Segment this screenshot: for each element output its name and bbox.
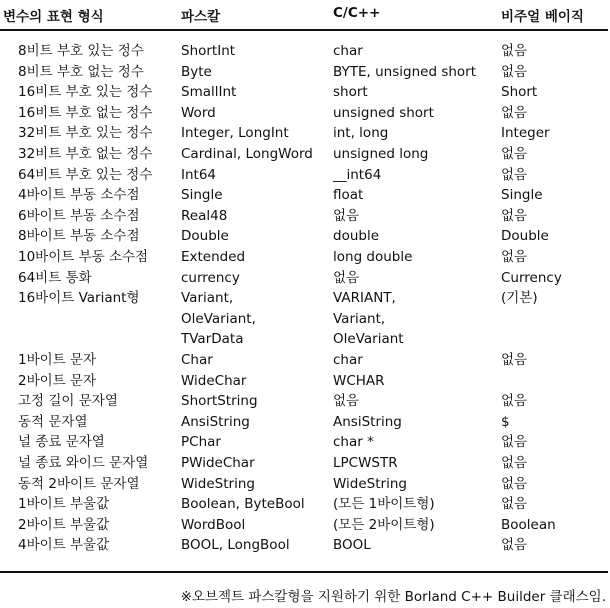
- cell-cpp: [333, 432, 374, 453]
- cell-cpp: [333, 165, 381, 186]
- cell-vb: [501, 165, 527, 186]
- cell-cpp: [333, 247, 412, 268]
- cell-pascal: [181, 494, 305, 515]
- cell-vb-line: 없음: [501, 146, 528, 162]
- cell-cpp: [333, 453, 398, 474]
- cell-pascal-line: WideChar: [181, 372, 247, 389]
- cell-vb-line: Currency: [501, 269, 562, 286]
- cell-pascal-line: SmallInt: [181, 84, 237, 101]
- cell-pascal: [181, 474, 255, 495]
- cell-pascal-line: PChar: [181, 434, 221, 451]
- cell-type: 동적 문자열: [18, 413, 88, 430]
- cell-type: 동적 2바이트 문자열: [18, 475, 140, 492]
- cell-pascal-line: BOOL, LongBool: [181, 537, 290, 554]
- cell-pascal: [181, 41, 235, 62]
- cell-type: 2바이트 부울값: [18, 516, 110, 533]
- cell-cpp: [333, 391, 359, 412]
- cell-vb-line: Double: [501, 228, 549, 245]
- cell-cpp: [333, 226, 379, 247]
- cell-cpp-line: 없음: [333, 269, 360, 286]
- cell-pascal-line: AnsiString: [181, 413, 250, 430]
- cell-cpp-line: __int64: [333, 166, 382, 183]
- cell-cpp-line: WideString: [333, 475, 407, 492]
- cell-cpp-line: (모든 2바이트형): [333, 516, 435, 533]
- cell-cpp-line: char: [333, 43, 363, 59]
- cell-type: 4바이트 부동 소수점: [18, 187, 140, 204]
- cell-cpp: [333, 103, 434, 124]
- cell-cpp-line: BYTE, unsigned short: [333, 63, 477, 80]
- cell-pascal-line: Extended: [181, 249, 246, 265]
- cell-vb: [501, 144, 527, 165]
- cell-pascal: [181, 103, 216, 124]
- cell-type: 32비트 부호 없는 정수: [18, 146, 153, 162]
- cell-pascal-line: Byte: [181, 63, 212, 80]
- cell-cpp-line: float: [333, 187, 364, 204]
- cell-cpp-line: double: [333, 228, 380, 245]
- cell-pascal-line: Boolean, ByteBool: [181, 496, 305, 513]
- cell-cpp: [333, 268, 359, 289]
- cell-cpp: [333, 82, 368, 103]
- cell-cpp-line: OleVariant: [333, 331, 404, 348]
- cell-cpp: [333, 371, 385, 392]
- cell-cpp-line: BOOL: [333, 537, 371, 554]
- cell-pascal-line: TVarData: [181, 331, 244, 348]
- cell-type: 64비트 부호 있는 정수: [18, 166, 153, 183]
- cell-vb: [501, 41, 527, 62]
- cell-type: 고정 길이 문자열: [18, 393, 118, 410]
- cell-type: 32비트 부호 있는 정수: [18, 125, 153, 142]
- cell-vb-line: 없음: [501, 434, 528, 451]
- cell-pascal: [181, 247, 245, 268]
- cell-pascal-line: Integer, LongInt: [181, 125, 289, 142]
- top-rule: [0, 29, 608, 31]
- cell-pascal-line: Char: [181, 352, 213, 368]
- cell-pascal: [181, 371, 246, 392]
- cell-vb-line: Single: [501, 187, 543, 204]
- cell-vb-line: 없음: [501, 455, 528, 471]
- cell-pascal: [181, 453, 255, 474]
- cell-vb: [501, 185, 543, 206]
- cell-type: 4바이트 부울값: [18, 537, 110, 554]
- cell-vb: [501, 206, 527, 227]
- cell-vb: [501, 123, 550, 144]
- cell-cpp-line: Variant,: [333, 310, 386, 327]
- cell-vb-line: Integer: [501, 125, 550, 142]
- cell-vb-line: 없음: [501, 63, 528, 80]
- cell-cpp: [333, 288, 404, 350]
- cell-pascal: [181, 288, 256, 350]
- cell-vb-line: Short: [501, 84, 538, 101]
- cell-cpp: [333, 144, 428, 165]
- cell-pascal-line: Single: [181, 187, 223, 204]
- cell-cpp-line: unsigned long: [333, 146, 429, 162]
- cell-cpp: [333, 123, 388, 144]
- cell-type: 널 종료 와이드 문자열: [18, 455, 149, 471]
- cell-cpp-line: char *: [333, 434, 374, 451]
- cell-vb-line: 없음: [501, 352, 528, 368]
- cell-type: 6바이트 부동 소수점: [18, 207, 140, 224]
- cell-cpp: [333, 412, 402, 433]
- cell-cpp-line: AnsiString: [333, 413, 402, 430]
- cell-vb-line: 없음: [501, 104, 528, 121]
- cell-vb-line: 없음: [501, 166, 528, 183]
- cell-cpp-line: 없음: [333, 393, 360, 410]
- cell-pascal-line: Word: [181, 104, 216, 121]
- cell-cpp-line: char: [333, 352, 363, 368]
- cell-vb-line: Boolean: [501, 516, 556, 533]
- cell-pascal: [181, 535, 290, 556]
- cell-cpp-line: LPCWSTR: [333, 455, 398, 471]
- cell-type: 16비트 부호 있는 정수: [18, 84, 153, 101]
- cell-vb: [501, 494, 527, 515]
- cell-cpp-line: int, long: [333, 125, 389, 142]
- cell-cpp: [333, 185, 363, 206]
- cell-type: 1바이트 부울값: [18, 496, 110, 513]
- cell-vb: [501, 535, 527, 556]
- cell-cpp-line: long double: [333, 249, 413, 265]
- cell-pascal-line: Double: [181, 228, 229, 245]
- header-type: 변수의 표현 형식: [3, 9, 104, 25]
- cell-vb: [501, 350, 527, 371]
- cell-vb: [501, 103, 527, 124]
- header-pascal: 파스칼: [181, 9, 221, 25]
- cell-type: 64비트 통화: [18, 269, 92, 286]
- cell-pascal-line: currency: [181, 269, 240, 286]
- cell-type: 16비트 부호 없는 정수: [18, 104, 153, 121]
- cell-vb: [501, 412, 510, 433]
- cell-cpp: [333, 535, 371, 556]
- cell-type: 2바이트 문자: [18, 372, 97, 389]
- cell-pascal-line: OleVariant,: [181, 310, 256, 327]
- cell-pascal: [181, 268, 240, 289]
- cell-vb-line: 없음: [501, 207, 528, 224]
- cell-vb-line: 없음: [501, 496, 528, 513]
- footnote: ※오브젝트 파스칼형을 지원하기 위한 Borland C++ Builder 클래스임.: [180, 589, 606, 605]
- cell-vb-line: $: [501, 413, 510, 430]
- cell-pascal-line: Cardinal, LongWord: [181, 146, 313, 162]
- cell-cpp-line: short: [333, 84, 368, 101]
- cell-pascal: [181, 82, 236, 103]
- cell-vb: [501, 268, 562, 289]
- cell-cpp-line: unsigned short: [333, 104, 434, 121]
- cell-type: 10바이트 부동 소수점: [18, 249, 149, 265]
- cell-vb: [501, 62, 527, 83]
- cell-vb: [501, 82, 537, 103]
- cell-cpp: [333, 515, 435, 536]
- cell-type: 8비트 부호 없는 정수: [18, 63, 144, 80]
- cell-pascal-line: Real48: [181, 207, 228, 224]
- cell-pascal: [181, 350, 213, 371]
- cell-pascal: [181, 412, 250, 433]
- cell-vb-line: (기본): [501, 290, 538, 307]
- cell-vb: [501, 288, 538, 309]
- cell-type: 8비트 부호 있는 정수: [18, 43, 144, 59]
- cell-vb-line: 없음: [501, 43, 528, 59]
- cell-vb-line: 없음: [501, 249, 528, 265]
- cell-cpp: [333, 474, 407, 495]
- header-cpp: C/C++: [333, 5, 381, 21]
- cell-cpp: [333, 350, 363, 371]
- cell-vb: [501, 453, 527, 474]
- cell-cpp: [333, 494, 435, 515]
- cell-vb: [501, 515, 556, 536]
- cell-pascal-line: WordBool: [181, 516, 246, 533]
- bottom-rule: [0, 571, 608, 573]
- cell-pascal: [181, 432, 221, 453]
- cell-vb: [501, 391, 527, 412]
- cell-vb: [501, 474, 527, 495]
- cell-pascal-line: Int64: [181, 166, 217, 183]
- cell-cpp: [333, 41, 363, 62]
- header-vb: 비주얼 베이직: [501, 9, 584, 25]
- cell-type: 1바이트 문자: [18, 352, 97, 368]
- cell-vb: [501, 432, 527, 453]
- cell-vb-line: 없음: [501, 537, 528, 554]
- cell-pascal: [181, 226, 229, 247]
- cell-pascal: [181, 391, 258, 412]
- cell-type: 8바이트 부동 소수점: [18, 228, 140, 245]
- cell-vb-line: 없음: [501, 475, 528, 492]
- cell-vb: [501, 226, 549, 247]
- cell-pascal: [181, 165, 216, 186]
- cell-type: 16바이트 Variant형: [18, 290, 140, 307]
- cell-vb: [501, 247, 527, 268]
- cell-cpp-line: WCHAR: [333, 372, 385, 389]
- cell-pascal-line: WideString: [181, 475, 255, 492]
- cell-pascal-line: PWideChar: [181, 455, 255, 471]
- cell-pascal: [181, 123, 289, 144]
- cell-cpp-line: 없음: [333, 207, 360, 224]
- cell-type: 널 종료 문자열: [18, 434, 105, 451]
- cell-cpp: [333, 62, 476, 83]
- cell-cpp-line: VARIANT,: [333, 290, 396, 307]
- cell-pascal: [181, 185, 223, 206]
- cell-pascal: [181, 62, 212, 83]
- cell-vb-line: 없음: [501, 393, 528, 410]
- cell-pascal-line: Variant,: [181, 290, 234, 307]
- cell-cpp: [333, 206, 359, 227]
- cell-pascal: [181, 206, 227, 227]
- cell-pascal-line: ShortString: [181, 393, 258, 410]
- cell-cpp-line: (모든 1바이트형): [333, 496, 435, 513]
- cell-pascal: [181, 515, 245, 536]
- cell-pascal: [181, 144, 313, 165]
- cell-pascal-line: ShortInt: [181, 43, 236, 59]
